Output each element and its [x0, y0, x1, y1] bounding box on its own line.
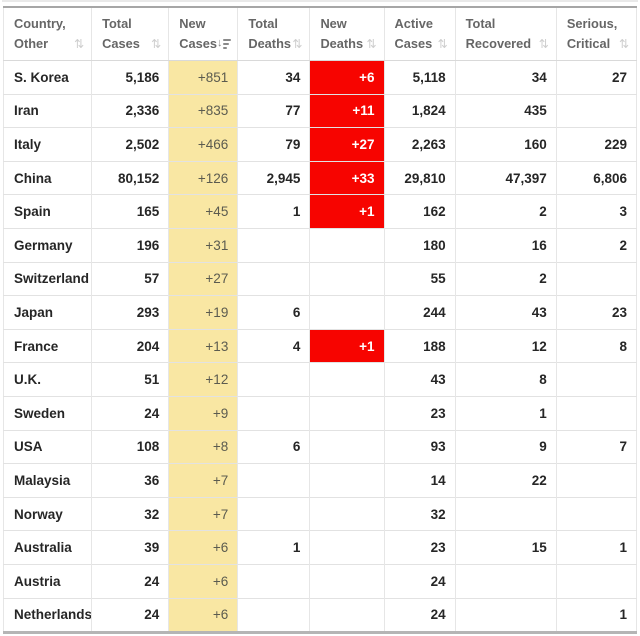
new-deaths-cell [310, 430, 384, 464]
new-cases-cell: +6 [169, 564, 238, 598]
total-recovered-cell: 2 [455, 262, 556, 296]
active-cases-cell: 24 [384, 564, 455, 598]
new-cases-cell: +835 [169, 94, 238, 128]
country-cell: Iran [4, 94, 92, 128]
column-header-total-deaths[interactable] [238, 7, 310, 61]
column-label-line1: Total [102, 16, 132, 31]
total-cases-cell: 196 [92, 228, 169, 262]
total-deaths-cell: 6 [238, 296, 310, 330]
total-deaths-cell [238, 497, 310, 531]
table-row [4, 598, 637, 633]
total-recovered-cell [455, 598, 556, 633]
total-cases-cell: 39 [92, 531, 169, 565]
table-row [4, 296, 637, 330]
active-cases-cell: 14 [384, 464, 455, 498]
active-cases-cell: 5,118 [384, 61, 455, 95]
country-cell: S. Korea [4, 61, 92, 95]
new-cases-cell: +6 [169, 531, 238, 565]
serious-critical-cell [556, 262, 636, 296]
table-row [4, 262, 637, 296]
sort-both-icon[interactable]: ⇅ [151, 36, 162, 51]
total-cases-cell: 108 [92, 430, 169, 464]
column-header-country[interactable] [4, 7, 92, 61]
active-cases-cell: 23 [384, 396, 455, 430]
table-row [4, 396, 637, 430]
serious-critical-cell: 1 [556, 598, 636, 633]
new-deaths-cell: +1 [310, 195, 384, 229]
column-header-total-recovered[interactable] [455, 7, 556, 61]
country-cell: Australia [4, 531, 92, 565]
serious-critical-cell: 7 [556, 430, 636, 464]
total-cases-cell: 204 [92, 329, 169, 363]
active-cases-cell: 43 [384, 363, 455, 397]
total-deaths-cell [238, 363, 310, 397]
total-cases-cell: 24 [92, 396, 169, 430]
active-cases-cell: 180 [384, 228, 455, 262]
serious-critical-cell: 8 [556, 329, 636, 363]
total-deaths-cell [238, 598, 310, 633]
table-row [4, 564, 637, 598]
new-deaths-cell [310, 296, 384, 330]
total-recovered-cell: 16 [455, 228, 556, 262]
new-cases-cell: +6 [169, 598, 238, 633]
country-cell: USA [4, 430, 92, 464]
new-cases-cell: +7 [169, 497, 238, 531]
new-deaths-cell [310, 262, 384, 296]
total-recovered-cell: 2 [455, 195, 556, 229]
column-header-total-cases[interactable] [92, 7, 169, 61]
column-label-line2: Recovered [465, 36, 532, 51]
total-cases-cell: 80,152 [92, 161, 169, 195]
new-deaths-cell: +33 [310, 161, 384, 195]
total-cases-cell: 32 [92, 497, 169, 531]
sort-both-icon[interactable]: ⇅ [74, 36, 85, 51]
total-cases-cell: 24 [92, 564, 169, 598]
new-deaths-cell [310, 363, 384, 397]
new-deaths-cell [310, 531, 384, 565]
serious-critical-cell: 23 [556, 296, 636, 330]
active-cases-cell: 2,263 [384, 128, 455, 162]
country-cell: Switzerland [4, 262, 92, 296]
total-deaths-cell: 77 [238, 94, 310, 128]
column-label-line2: Other [14, 36, 49, 51]
new-cases-cell: +466 [169, 128, 238, 162]
table-row [4, 497, 637, 531]
table-body [4, 61, 637, 633]
table-row [4, 94, 637, 128]
new-deaths-cell [310, 497, 384, 531]
total-recovered-cell: 47,397 [455, 161, 556, 195]
new-cases-cell: +27 [169, 262, 238, 296]
country-cell: Italy [4, 128, 92, 162]
country-cell: Germany [4, 228, 92, 262]
new-deaths-cell: +27 [310, 128, 384, 162]
new-deaths-cell [310, 228, 384, 262]
column-header-active-cases[interactable] [384, 7, 455, 61]
new-deaths-cell: +11 [310, 94, 384, 128]
column-header-new-deaths[interactable] [310, 7, 384, 61]
total-cases-cell: 165 [92, 195, 169, 229]
column-label-line2: Critical [566, 36, 611, 51]
column-label-line1: Active [394, 16, 433, 31]
serious-critical-cell: 2 [556, 228, 636, 262]
table-row [4, 128, 637, 162]
serious-critical-cell: 1 [556, 531, 636, 565]
sort-both-icon[interactable]: ⇅ [618, 36, 629, 51]
total-recovered-cell: 22 [455, 464, 556, 498]
total-deaths-cell: 6 [238, 430, 310, 464]
header-row [4, 7, 637, 61]
total-deaths-cell: 4 [238, 329, 310, 363]
total-recovered-cell: 15 [455, 531, 556, 565]
total-deaths-cell: 1 [238, 531, 310, 565]
column-label-line2: Cases [179, 36, 217, 51]
table-row [4, 61, 637, 95]
serious-critical-cell: 27 [556, 61, 636, 95]
column-label-line1: Total [248, 16, 278, 31]
table-row [4, 228, 637, 262]
total-cases-cell: 2,502 [92, 128, 169, 162]
total-deaths-cell [238, 228, 310, 262]
serious-critical-cell [556, 464, 636, 498]
new-deaths-cell: +1 [310, 329, 384, 363]
column-label-line2: Deaths [320, 36, 364, 51]
column-label-line1: Total [465, 16, 496, 31]
table-row [4, 430, 637, 464]
total-recovered-cell: 160 [455, 128, 556, 162]
total-recovered-cell: 1 [455, 396, 556, 430]
total-recovered-cell: 435 [455, 94, 556, 128]
column-label-line2: Cases [102, 36, 140, 51]
total-cases-cell: 57 [92, 262, 169, 296]
column-label-line2: Cases [394, 36, 433, 51]
total-recovered-cell [455, 564, 556, 598]
new-cases-cell: +12 [169, 363, 238, 397]
table-row [4, 161, 637, 195]
sort-descending-icon[interactable]: ↓ [217, 38, 232, 49]
new-cases-cell: +851 [169, 61, 238, 95]
country-cell: Japan [4, 296, 92, 330]
sort-both-icon[interactable]: ⇅ [538, 36, 549, 51]
table-row [4, 531, 637, 565]
table-row [4, 195, 637, 229]
serious-critical-cell: 229 [556, 128, 636, 162]
active-cases-cell: 23 [384, 531, 455, 565]
sort-both-icon[interactable]: ⇅ [437, 36, 448, 51]
active-cases-cell: 32 [384, 497, 455, 531]
total-cases-cell: 2,336 [92, 94, 169, 128]
new-deaths-cell [310, 564, 384, 598]
total-deaths-cell [238, 396, 310, 430]
table-header [4, 7, 637, 61]
total-deaths-cell: 79 [238, 128, 310, 162]
country-cell: China [4, 161, 92, 195]
new-cases-cell: +45 [169, 195, 238, 229]
covid-countries-table [3, 6, 637, 634]
active-cases-cell: 244 [384, 296, 455, 330]
country-cell: Malaysia [4, 464, 92, 498]
active-cases-cell: 162 [384, 195, 455, 229]
serious-critical-cell: 6,806 [556, 161, 636, 195]
new-deaths-cell [310, 598, 384, 633]
column-header-new-cases[interactable] [169, 7, 238, 61]
new-deaths-cell: +6 [310, 61, 384, 95]
total-cases-cell: 36 [92, 464, 169, 498]
country-cell: Netherlands [4, 598, 92, 633]
country-cell: France [4, 329, 92, 363]
total-recovered-cell: 43 [455, 296, 556, 330]
country-cell: Austria [4, 564, 92, 598]
sort-both-icon[interactable]: ⇅ [292, 36, 303, 51]
serious-critical-cell [556, 94, 636, 128]
top-divider [2, 0, 638, 2]
serious-critical-cell [556, 497, 636, 531]
total-deaths-cell [238, 464, 310, 498]
serious-critical-cell [556, 363, 636, 397]
active-cases-cell: 188 [384, 329, 455, 363]
table-row [4, 329, 637, 363]
serious-critical-cell [556, 564, 636, 598]
new-cases-cell: +19 [169, 296, 238, 330]
total-recovered-cell [455, 497, 556, 531]
new-cases-cell: +126 [169, 161, 238, 195]
new-cases-cell: +31 [169, 228, 238, 262]
column-label-line1: Serious, [566, 16, 618, 31]
table-row [4, 464, 637, 498]
serious-critical-cell [556, 396, 636, 430]
active-cases-cell: 55 [384, 262, 455, 296]
new-cases-cell: +8 [169, 430, 238, 464]
sort-both-icon[interactable]: ⇅ [366, 36, 377, 51]
column-header-serious-critical[interactable] [556, 7, 636, 61]
total-recovered-cell: 12 [455, 329, 556, 363]
active-cases-cell: 29,810 [384, 161, 455, 195]
country-cell: Sweden [4, 396, 92, 430]
new-deaths-cell [310, 464, 384, 498]
active-cases-cell: 24 [384, 598, 455, 633]
active-cases-cell: 1,824 [384, 94, 455, 128]
total-recovered-cell: 8 [455, 363, 556, 397]
country-cell: Spain [4, 195, 92, 229]
total-deaths-cell: 2,945 [238, 161, 310, 195]
total-deaths-cell: 34 [238, 61, 310, 95]
total-recovered-cell: 9 [455, 430, 556, 464]
column-label-line2: Deaths [248, 36, 291, 51]
total-cases-cell: 293 [92, 296, 169, 330]
total-deaths-cell [238, 262, 310, 296]
country-cell: Norway [4, 497, 92, 531]
total-cases-cell: 5,186 [92, 61, 169, 95]
total-cases-cell: 51 [92, 363, 169, 397]
total-recovered-cell: 34 [455, 61, 556, 95]
column-label-line1: New [320, 16, 347, 31]
new-cases-cell: +7 [169, 464, 238, 498]
column-label-line1: New [179, 16, 206, 31]
new-deaths-cell [310, 396, 384, 430]
total-deaths-cell [238, 564, 310, 598]
new-cases-cell: +9 [169, 396, 238, 430]
serious-critical-cell: 3 [556, 195, 636, 229]
table-row [4, 363, 637, 397]
total-cases-cell: 24 [92, 598, 169, 633]
active-cases-cell: 93 [384, 430, 455, 464]
total-deaths-cell: 1 [238, 195, 310, 229]
country-cell: U.K. [4, 363, 92, 397]
column-label-line1: Country, [14, 16, 66, 31]
new-cases-cell: +13 [169, 329, 238, 363]
